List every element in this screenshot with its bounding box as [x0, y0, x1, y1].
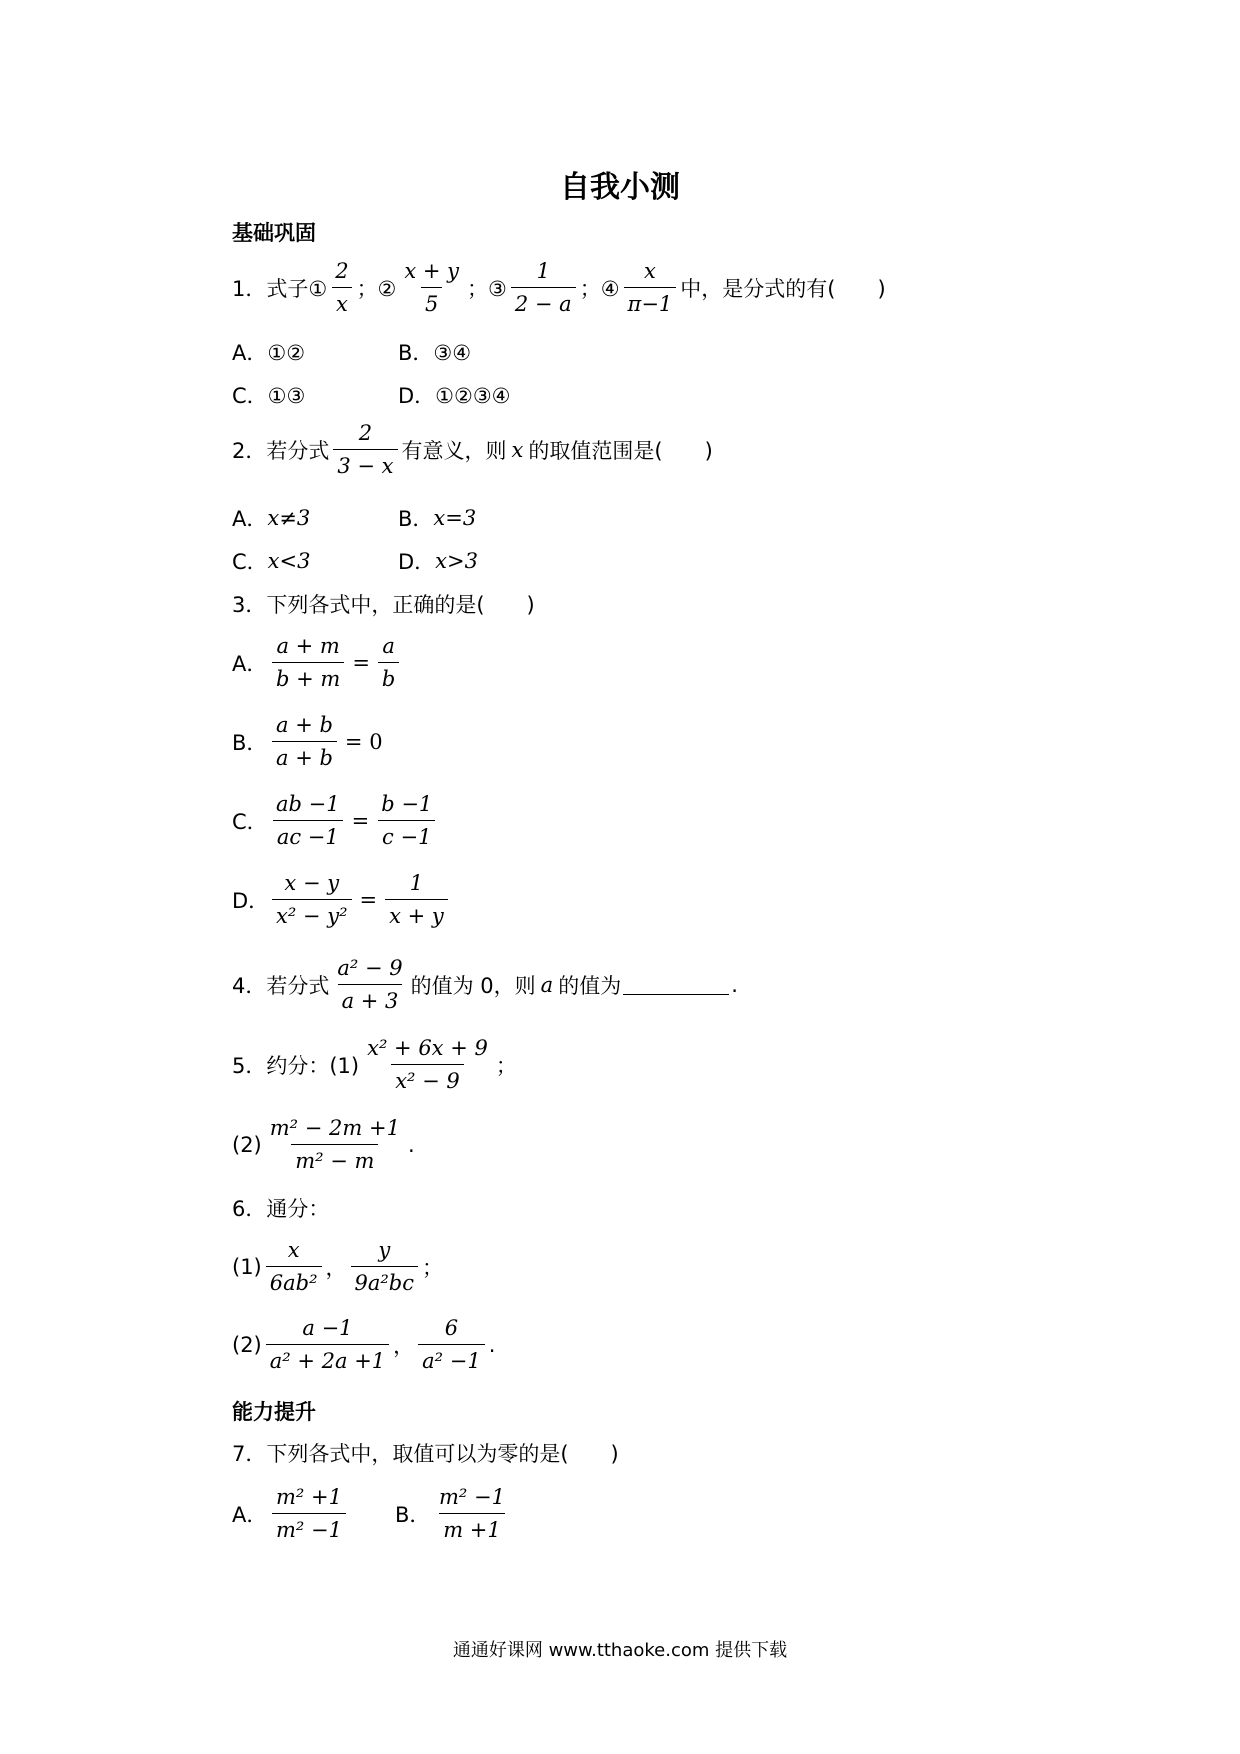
q1-option-a: A．①②: [232, 341, 306, 365]
q1-option-c: C．①③: [232, 384, 306, 408]
q2-option-b: B． x=3: [398, 506, 477, 531]
q7-option-b: B． $\frac{\text{m² −1}}{m +1}$: [395, 1485, 505, 1542]
q1-sep-3: ；③: [467, 276, 507, 301]
q4-fraction: $\frac{\text{a² − 9}}{a + 3}$: [337, 956, 403, 1013]
q3-option-b: B． $\frac{a + b}{a + b}$ = 0: [232, 713, 383, 770]
question-4: 4．若分式 $\frac{\text{a² − 9}}{a + 3}$ 的值为 0，则 a 的值为 .: [232, 956, 738, 1013]
page-title: 自我小测: [560, 170, 680, 205]
q1-prefix: 1．式子①: [232, 276, 328, 301]
question-6-part-1: (1) $\frac{x}{\text{6ab²}}$ ， $\frac{y}{\text{9a²bc}}$ ；: [232, 1238, 444, 1295]
answer-blank: [623, 974, 729, 995]
q2-prefix: 2．若分式: [232, 438, 330, 463]
question-5: 5．约分：(1) $\frac{\text{x² + 6x + 9}}{\text{x² − 9}}$ ；: [232, 1036, 517, 1093]
q1-suffix: 中，是分式的有( ): [680, 276, 886, 301]
q3-option-c: C． $\frac{ab -1}{ac -1}$ = $\frac{b -1}{c -1}$: [232, 791, 440, 850]
question-6: 6．通分：: [232, 1197, 330, 1221]
q5-fraction-1: $\frac{\text{x² + 6x + 9}}{\text{x² − 9}}$: [367, 1036, 488, 1093]
q2-option-d: D． x>3: [398, 549, 478, 574]
q5-fraction-2: $\frac{\text{m² − 2m +1}}{\text{m² − m}}$: [269, 1116, 400, 1173]
q2-mid: 有意义，则: [401, 438, 507, 463]
section-heading-basic: 基础巩固: [232, 221, 316, 245]
question-1: [232, 258, 886, 317]
q1-sep-2: ；②: [356, 276, 397, 301]
question-2: [232, 420, 713, 479]
q3-option-a: A． $\frac{a + m}{b + m}$ = $\frac{a}{b}$: [232, 633, 403, 692]
q1-option-d: D．①②③④: [398, 384, 511, 408]
question-6-part-2: (2) $\frac{a -1}{\text{a² + 2a +1}}$ ， $\frac{6}{\text{a² −1}}$ .: [232, 1316, 496, 1373]
q2-option-c: C． x<3: [232, 549, 311, 574]
q2-option-a: A． x≠3: [232, 506, 311, 531]
q1-sep-4: ；④: [579, 276, 620, 301]
q1-fraction-4: $\frac{x}{\pi-1}$: [624, 258, 677, 317]
section-heading-advanced: 能力提升: [232, 1400, 316, 1424]
question-3: 3．下列各式中，正确的是( ): [232, 593, 535, 617]
q1-fraction-3: $\frac{1}{2 - a}$: [511, 258, 576, 317]
question-5-part-2: (2) $\frac{\text{m² − 2m +1}}{\text{m² − m}}$ .: [232, 1116, 415, 1173]
q2-var: x: [511, 437, 524, 462]
footer-credit: 通通好课网 www.tthaoke.com 提供下载: [452, 1640, 788, 1661]
q7-option-a: A． $\frac{\text{m² +1}}{\text{m² −1}}$: [232, 1484, 350, 1543]
q2-suffix: 的取值范围是( ): [528, 438, 713, 463]
q2-fraction: $\frac{2}{3 - x}$: [333, 420, 397, 479]
q1-option-b: B．③④: [398, 341, 472, 365]
q1-fraction-1: $\frac{2}{x}$: [331, 258, 352, 317]
question-7: 7．下列各式中，取值可以为零的是( ): [232, 1442, 619, 1466]
q3-option-d: D． $\frac{x - y}{\text{x² − y²}}$ = $\frac{1}{x + y}$: [232, 870, 452, 929]
q1-fraction-2: $\frac{x + y}{5}$: [404, 259, 460, 316]
